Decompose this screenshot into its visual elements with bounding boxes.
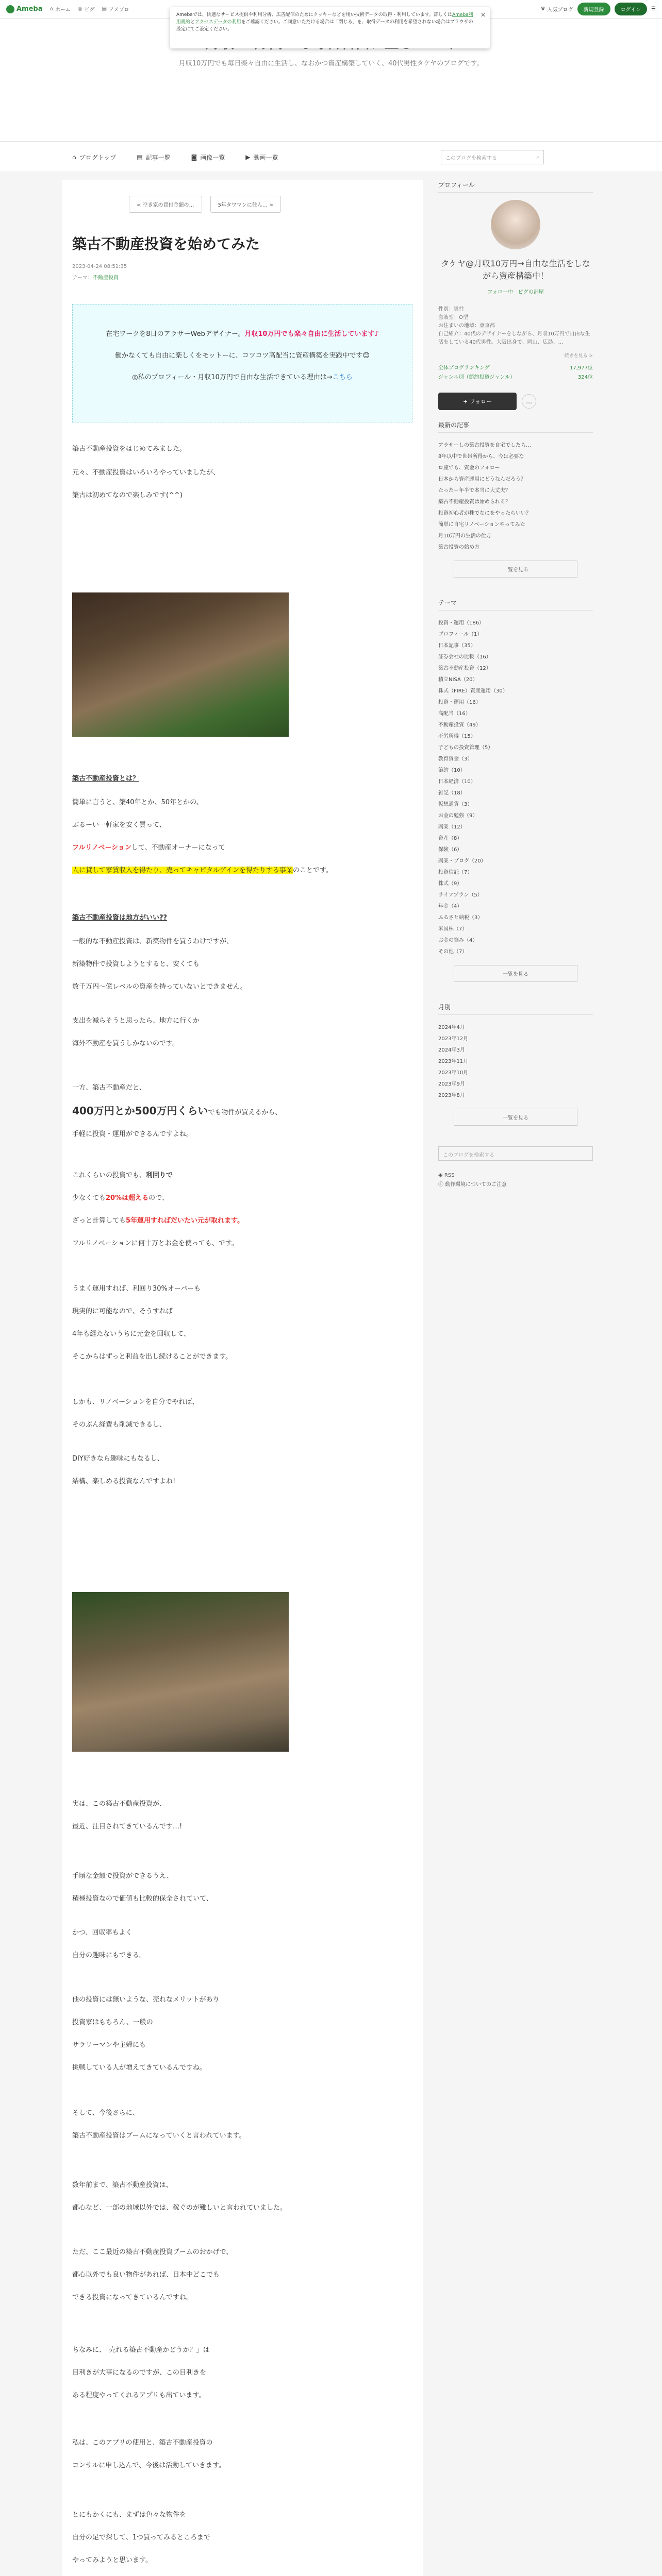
theme-more-button[interactable]: 一覧を見る (454, 965, 577, 982)
profile-more-link[interactable]: 続きを見る > (564, 353, 593, 359)
list-item[interactable]: 副業・ブログ（20） (438, 858, 486, 864)
heading-what-is: 築古不動産投資とは？ (72, 775, 140, 783)
list-item[interactable]: 日本経済（10） (438, 779, 476, 785)
list-item[interactable]: 投資・運用（16） (438, 700, 481, 705)
nav-blog-top[interactable]: ⌂ ブログトップ (72, 154, 117, 161)
list-item[interactable]: プロフィール（1） (438, 632, 483, 637)
document-icon: ▤ (137, 154, 143, 161)
more-options-icon[interactable]: … (522, 394, 536, 409)
intro-line-1a: 在宅ワークを8日のアラサーWebデザイナー。 (106, 330, 245, 338)
article-pager (129, 196, 281, 213)
para-23: そこからはずっと利益を出し続けることができます。 (72, 1353, 233, 1361)
list-item[interactable]: たったー年半で本当に大丈夫？ (438, 488, 510, 494)
list-item[interactable]: ロ座でも、資金のフォロー (438, 465, 500, 471)
para-3: 築古は初めてなので楽しみです(^^) (72, 492, 183, 499)
diy-photo[interactable] (72, 1592, 289, 1752)
para-49: コンサルに申し込んで、今後は活動していきます。 (72, 2462, 226, 2469)
list-item[interactable]: 株式（9） (438, 881, 462, 887)
list-item[interactable]: 2024年3月 (438, 1047, 465, 1053)
list-item[interactable]: 不動産投資（49） (438, 722, 481, 728)
para-11: 支出を減らそうと思ったら、地方に行くか (72, 1017, 200, 1025)
sidebar-search-input[interactable]: このブログを検索する (438, 1146, 593, 1161)
intro-line-3: ◎私のプロフィール・月収10万円で自由な生活できている理由は→ (132, 374, 333, 381)
para-46: 目利きが大事になるのですが、この目利きを (72, 2369, 207, 2377)
para-22: 4年も経たないうちに元金を回収して、 (72, 1330, 191, 1338)
list-item[interactable]: 日本記事（35） (438, 643, 476, 649)
pigg-room-link[interactable]: ピグの部屋 (518, 290, 544, 295)
house-photo[interactable] (72, 592, 289, 737)
list-item[interactable]: 証券会社の比較（16） (438, 654, 491, 660)
list-item[interactable]: 築古投資の始め方 (438, 545, 479, 550)
recent-heading: 最新の記事 (438, 420, 593, 433)
para-1: 築古不動産投資をはじめてみました。 (72, 445, 187, 453)
cookie-notice (170, 7, 490, 48)
para-21: 現実的に可能なので、そうすれば (72, 1308, 173, 1315)
next-article-link[interactable]: 5年タワマンに住ん… > (210, 196, 282, 213)
follow-button[interactable]: + フォロー (438, 393, 517, 410)
list-item[interactable]: 副業（12） (438, 824, 466, 830)
para-8: 一般的な不動産投資は、新築物件を買うわけですが、 (72, 938, 234, 945)
list-item[interactable]: 節約（10） (438, 768, 466, 773)
para-5: ぶるーい一軒家を安く買って、 (72, 821, 166, 829)
ameba-logo-text: Ameba (16, 5, 43, 13)
profile-name[interactable]: タケヤ@月収10万円→自由な生活をしながら資産構築中！ (441, 259, 590, 281)
rss-link[interactable]: ◉ RSS (438, 1173, 455, 1178)
list-item[interactable]: 2023年11月 (438, 1059, 469, 1064)
ranking-overall[interactable]: 全体ブログランキング 17,977位 (438, 365, 593, 371)
follow-row (438, 393, 593, 410)
para-26: DIY好きなら趣味にもなるし、 (72, 1455, 164, 1463)
list-item[interactable]: 年金（4） (438, 904, 462, 909)
nav-home[interactable]: ⌂ ホーム (49, 6, 71, 13)
pigg-icon: ◎ (77, 6, 82, 12)
para-10: 数千万円〜億レベルの資産を持っていないとできません。 (72, 983, 247, 991)
theme-heading: テーマ (438, 598, 593, 611)
list-item[interactable]: 月10万円の生活の仕方 (438, 533, 491, 539)
ranking-genre[interactable]: ジャンル別（節約投資ジャンル） 324位 (438, 375, 593, 380)
crown-icon: ♛ (540, 6, 545, 12)
sidebar-footer (438, 1171, 593, 1190)
month-heading: 月別 (438, 1003, 593, 1015)
para-50: とにもかくにも、まずは色々な物件を (72, 2511, 187, 2519)
article-date: 2023-04-24 08:51:35 (72, 264, 127, 269)
blog-search-input[interactable]: このブログを検索する ⌕ (441, 150, 544, 164)
ameblo-icon: ▤ (102, 6, 107, 12)
list-item[interactable]: 教育資金（3） (438, 756, 473, 762)
recent-more-button[interactable]: 一覧を見る (454, 561, 577, 578)
para-9: 新築物件で投資しようとすると、安くても (72, 960, 200, 968)
nav-images[interactable]: ◙ 画像一覧 (191, 154, 225, 161)
profile-info: 性別：男性 血液型：O型 お住まいの地域：東京都 自己紹介：40代のデザイナーをしながら、月収10万円で自由な生活をしている40代男性。大阪出身で、岡山、広島、… (438, 307, 590, 345)
info-icon: ⓘ (438, 1182, 443, 1188)
search-icon[interactable]: ⌕ (536, 154, 539, 160)
para-41: 都心など、一部の地域以外では、稼ぐのが難しいと言われていました。 (72, 2204, 287, 2212)
login-button[interactable]: ログイン (615, 3, 648, 15)
article-theme: テーマ：不動産投資 (72, 275, 119, 281)
nav-articles[interactable]: ▤ 記事一覧 (137, 154, 171, 161)
recent-list (438, 440, 593, 553)
list-item[interactable]: 仮想通貨（3） (438, 802, 473, 807)
para-17: 少なくても20%は超えるので、 (72, 1194, 169, 1202)
para-44: できる投資になってきているんですね。 (72, 2294, 193, 2301)
list-item[interactable]: 投資・運用（186） (438, 620, 485, 626)
list-item[interactable]: 保険（6） (438, 847, 462, 853)
para-42: ただ、ここ最近の築古不動産投資ブームのおかげで、 (72, 2248, 233, 2256)
month-list (438, 1022, 593, 1101)
para-20: うまく運用すれば、利回り30%オーバーも (72, 1285, 201, 1293)
list-item[interactable]: 8年以中で世帯所得から、今は必要な (438, 454, 524, 460)
list-item[interactable]: 投資初心者が株でなにをやったらいい？ (438, 511, 531, 516)
ameba-logo[interactable] (6, 5, 43, 13)
para-13: 一方、築古不動産だと、 (72, 1084, 146, 1092)
para-28: 実は、この築古不動産投資が、 (72, 1800, 167, 1808)
para-18: ざっと計算しても5年運用すればだいたい元が取れます。 (72, 1217, 244, 1225)
intro-line-2: 働かなくても自由に楽しくをモットーに、コツコツ高配当に資産構築を実践中です😊 (115, 352, 370, 360)
para-51: 自分の足で探して、1つ買ってみるところまで (72, 2534, 211, 2541)
intro-box (72, 304, 412, 422)
para-48: 私は、このアプリの使用と、築古不動産投資の (72, 2439, 213, 2447)
prev-article-link[interactable]: < 空き家の買付金額の… (129, 196, 202, 213)
home-icon: ⌂ (72, 154, 76, 161)
para-40: 数年前まで、築古不動産投資は、 (72, 2181, 173, 2189)
para-25: そのぶん経費も削減できるし、 (72, 1421, 167, 1429)
avatar[interactable] (491, 200, 540, 249)
para-2: 元々、不動産投資はいろいろやっていましたが、 (72, 469, 220, 477)
para-24: しかも、リノベーションを自分でやれば、 (72, 1398, 199, 1406)
list-item[interactable]: 高配当（16） (438, 711, 471, 717)
global-actions (541, 3, 656, 15)
list-item[interactable]: 米国株（7） (438, 926, 468, 932)
para-19: フルリノベーションに何十万とお金を使っても、です。 (72, 1240, 238, 1247)
para-30: 手頃な金額で投資ができるうえ、 (72, 1872, 173, 1880)
para-6: フルリノベーションして、不動産オーナーになって (72, 844, 225, 852)
list-item[interactable]: 簡単に自宅リノベーションやってみた (438, 522, 525, 528)
access-data-link[interactable]: アクセスデータの利用 (195, 20, 241, 25)
list-item[interactable]: 築古不動産投資（12） (438, 666, 491, 671)
cookie-text-1: Amebaでは、快適なサービス提供や利用分析、広告配信のためにクッキーなどを用い技術データの取得・利用しています。詳しくは (176, 12, 452, 18)
cookie-text-2: をご確認ください。ご同意いただける場合は「閉じる」を、取得データの利用を希望されない場合はブラウザの設定にてご設定ください。 (176, 20, 473, 32)
global-nav (50, 5, 129, 13)
home-icon: ⌂ (49, 6, 53, 12)
profile-link[interactable]: こちら (332, 374, 353, 381)
following-link[interactable]: フォロー中 (487, 290, 513, 295)
para-12: 海外不動産を買うしかないのです。 (72, 1040, 179, 1047)
list-item[interactable]: 株式（FIRE）資産運用（30） (438, 688, 508, 694)
profile-links (438, 287, 593, 295)
para-4: 簡単に言うと、築40年とか、50年とかの、 (72, 799, 203, 806)
list-item[interactable]: 資産（8） (438, 836, 462, 841)
blog-description: 月収10万円でも毎日楽々自由に生活し、なおかつ資産構築していく、40代男性タケヤのブログです。 (178, 60, 484, 67)
nav-ameblo[interactable]: ▤ アメブロ (102, 6, 129, 13)
camera-icon: ◙ (191, 154, 197, 161)
para-29: 最近、注目されてきているんです…! (72, 1823, 183, 1831)
list-item[interactable]: 2023年10月 (438, 1070, 469, 1076)
menu-icon[interactable]: ☰ (651, 6, 656, 12)
close-icon[interactable]: ✕ (480, 11, 486, 19)
terms-link[interactable]: Ameba利用規約 (176, 12, 473, 25)
para-34: 他の投資には無いような、売れなメリットがあり (72, 1996, 220, 2004)
sidebar (438, 180, 593, 1190)
theme-link[interactable]: 不動産投資 (93, 275, 119, 281)
para-39: 築古不動産投資はブームになっていくと言われています。 (72, 2132, 246, 2140)
list-item[interactable]: 子どもの投資管理（5） (438, 745, 493, 751)
para-14: 400万円とか500万円くらいでも物件が買えるから、 (72, 1105, 282, 1117)
list-item[interactable]: お金の勉強（9） (438, 813, 478, 819)
para-16: これくらいの投資でも、利回りで (72, 1172, 173, 1179)
environment-link[interactable]: ⓘ 動作環境についてのご注意 (438, 1182, 507, 1188)
para-38: そして、今後さらに、 (72, 2109, 139, 2117)
list-item[interactable]: お金の悩み（4） (438, 938, 478, 943)
blog-nav (0, 141, 662, 172)
intro-line-1b: 月収10万円でも楽々自由に生活しています♪ (244, 330, 379, 338)
para-45: ちなみに、「売れる築古不動産かどうか？」は (72, 2346, 210, 2354)
para-36: サラリーマンや主婦にも (72, 2041, 146, 2049)
para-47: ある程度やってくれるアプリも出ています。 (72, 2392, 206, 2399)
list-item[interactable]: ライフプラン（5） (438, 892, 483, 898)
para-35: 投資家はもちろん、一般の (72, 2019, 153, 2026)
list-item[interactable]: 2024年4月 (438, 1025, 465, 1030)
popular-blog-link[interactable]: ♛ 人気ブログ (540, 6, 573, 13)
article-column (62, 180, 423, 2576)
list-item[interactable]: 投資信託（7） (438, 870, 473, 875)
cookie-text-mid: と (190, 20, 195, 25)
signup-button[interactable]: 新規登録 (577, 3, 610, 15)
month-more-button[interactable]: 一覧を見る (454, 1109, 577, 1126)
rss-icon: ◉ (438, 1173, 443, 1178)
para-52: やってみようと思います。 (72, 2556, 152, 2564)
para-37: 挑戦している人が増えてきているんですね。 (72, 2064, 207, 2072)
para-31: 積極投資なので価値も比較的保全されていて、 (72, 1895, 213, 1903)
ameba-logo-icon (6, 5, 14, 13)
list-item[interactable]: 築古不動産投資は始められる？ (438, 499, 510, 505)
list-item[interactable]: ふるさと納税（3） (438, 915, 483, 921)
para-33: 自分の趣味にもできる。 (72, 1952, 146, 1959)
para-43: 都心以外でも良い物件があれば、日本中どこでも (72, 2271, 220, 2279)
nav-pigg[interactable]: ◎ ピグ (77, 6, 95, 13)
list-item[interactable]: 2023年8月 (438, 1093, 465, 1098)
para-15: 手軽に投資・運用ができるんですよね。 (72, 1130, 193, 1138)
list-item[interactable]: 2023年12月 (438, 1036, 469, 1042)
para-32: かつ、回収率もよく (72, 1929, 133, 1937)
para-7: 人に貸して家賃収入を得たり、売ってキャピタルゲインを得たりする事業のことです。 (72, 867, 333, 874)
list-item[interactable]: 日本から資産運用にどうなんだろう？ (438, 477, 526, 482)
heading-rural: 築古不動産投資は地方がいい?? (72, 914, 168, 922)
video-icon: ▶ (245, 154, 251, 161)
profile-heading: プロフィール (438, 180, 593, 193)
list-item[interactable]: 積立NISA（20） (438, 677, 478, 683)
article-title[interactable]: 築古不動産投資を始めてみた (72, 235, 260, 252)
list-item[interactable]: 2023年9月 (438, 1081, 465, 1087)
list-item[interactable]: その他（7） (438, 949, 468, 955)
para-27: 結構、楽しめる投資なんですよね! (72, 1478, 176, 1485)
theme-list (438, 618, 593, 958)
nav-videos[interactable]: ▶ 動画一覧 (245, 154, 278, 161)
list-item[interactable]: アラサーしの築古投資を自宅でしたら… (438, 443, 531, 448)
list-item[interactable]: 雑記（18） (438, 790, 466, 796)
list-item[interactable]: 不労所得（15） (438, 734, 476, 739)
